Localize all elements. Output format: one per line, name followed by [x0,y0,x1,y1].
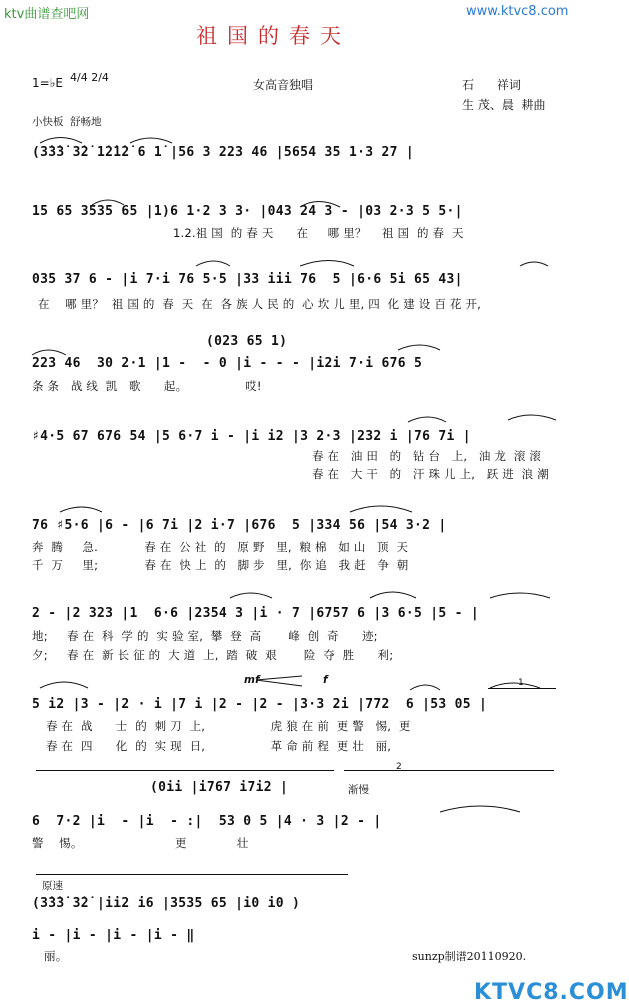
transcriber-credit: sunzp制谱20110920. [412,950,527,963]
watermark-bottom-right[interactable]: KTVC8.COM [474,980,629,1005]
watermark-top-right[interactable]: www.ktvc8.com [466,4,569,19]
performance-type: 女高音独唱 [253,78,314,92]
lyrics-line-2: 1.2.祖 国 的 春 天 在 哪 里？ 祖 国 的 春 天 [173,226,464,240]
volta-2-bracket [344,770,554,771]
composer: 生 茂、晨 耕曲 [462,98,546,112]
key-signature: 1=♭E [32,76,63,90]
score-line-7: 2 - |2 323 |1 6·6 |2354 3 |i · 7 |6757 6 |3 6·5 |5 - | [32,606,479,621]
score-line-1: (3̇3̇3̇ 3̇2̇ 1̇2̇1̇2̇ 6 1̇ |56 3 223 46 |5654 35 1·3 27 | [32,145,414,160]
tempo-marking: 小快板 舒畅地 [32,116,102,128]
score-line-6: 76 ♯5·6 |6 - |6 7i |2 i·7 |676 5 |334 56 |54 3·2 | [32,518,447,533]
volta-1-extension [36,770,334,771]
lyrics-line-6-verse2: 千 万 里; 春 在 快 上 的 脚 步 里, 你 追 我 赶 争 朝 [32,558,409,572]
lyrics-line-3: 在 哪 里？ 祖 国 的 春 天 在 各 族 人 民 的 心 坎 儿 里, 四 化 建 设 百 花 开, [38,297,481,311]
lyrics-line-8-verse1: 春 在 战 士 的 刺 刀 上, 虎 狼 在 前 更 警 惕, 更 [46,719,411,733]
intro-line-9: (0ii |i767 i7i2 | [150,780,289,795]
lyrics-line-11: 丽。 [44,949,68,963]
song-title: 祖国的春天 [196,24,351,48]
dynamic-mf: mf [244,674,260,686]
lyrics-line-9: 警 惕。 更 壮 [32,836,249,850]
volta-1-label: 1 [518,678,524,688]
watermark-top-left: ktv曲谱查吧网 [4,7,90,22]
tempo-a-tempo: 原速 [42,880,63,892]
lyrics-line-6-verse1: 奔 腾 急. 春 在 公 社 的 原 野 里, 粮 棉 如 山 顶 天 [32,540,409,554]
score-line-8: 5 i2 |3 - |2 · i |7 i |2 - |2 - |3·3 2i |772 6 |53 05 | [32,697,488,712]
coda-bracket [36,874,348,875]
lyrics-line-7-verse2: 夕; 春 在 新 长 征 的 大 道 上, 踏 破 艰 险 夺 胜 利; [32,648,394,662]
lyrics-line-7-verse1: 地; 春 在 科 学 的 实 验 室, 攀 登 高 峰 创 奇 迹; [32,629,378,643]
score-line-10: (3̇3̇3̇ 3̇2̇ |ii2 i6 |3535 65 |i0 i0 ) [32,896,301,911]
score-line-9: 6 7·2 |i - |i - :| 53 0 5 |4 · 3 |2 - | [32,814,382,829]
score-line-4: 223 46 30 2·1 |1 - - 0 |i - - - |i2i 7·i 676 5 [32,356,423,371]
lyrics-line-5-verse2: 春 在 大 干 的 汗 珠 儿 上, 跃 进 浪 潮 [312,467,549,481]
volta-1-bracket [488,688,556,689]
lyrics-line-8-verse2: 春 在 四 化 的 实 现 日, 革 命 前 程 更 壮 丽, [46,739,392,753]
lyrics-line-5-verse1: 春 在 油 田 的 钻 台 上, 油 龙 滚 滚 [312,449,542,463]
score-line-3: 035 37 6 - |i 7·i 76 5·5 |33 iii 76 5 |6·6 5i 65 43| [32,272,463,287]
lyrics-line-4: 条 条 战 线 凯 歌 起。 哎! [32,379,262,393]
intro-line-4: (023 65 1) [206,334,288,349]
score-line-11: i - |i - |i - |i - ‖ [32,928,195,943]
tempo-ritardando: 渐慢 [348,784,369,796]
dynamic-f: f [323,674,328,686]
score-line-5: ♯4·5 67 676 54 |5 6·7 i - |i i2 |3 2·3 |232 i |76 7i | [32,429,471,444]
score-line-2: 15 65 3535 65 |1)6 1·2 3 3· |043 24 3 - |03 2·3 5 5·| [32,204,463,219]
lyricist: 石 祥词 [462,78,521,92]
volta-2-label: 2 [396,762,402,772]
time-signature: 4/4 2/4 [70,71,109,84]
